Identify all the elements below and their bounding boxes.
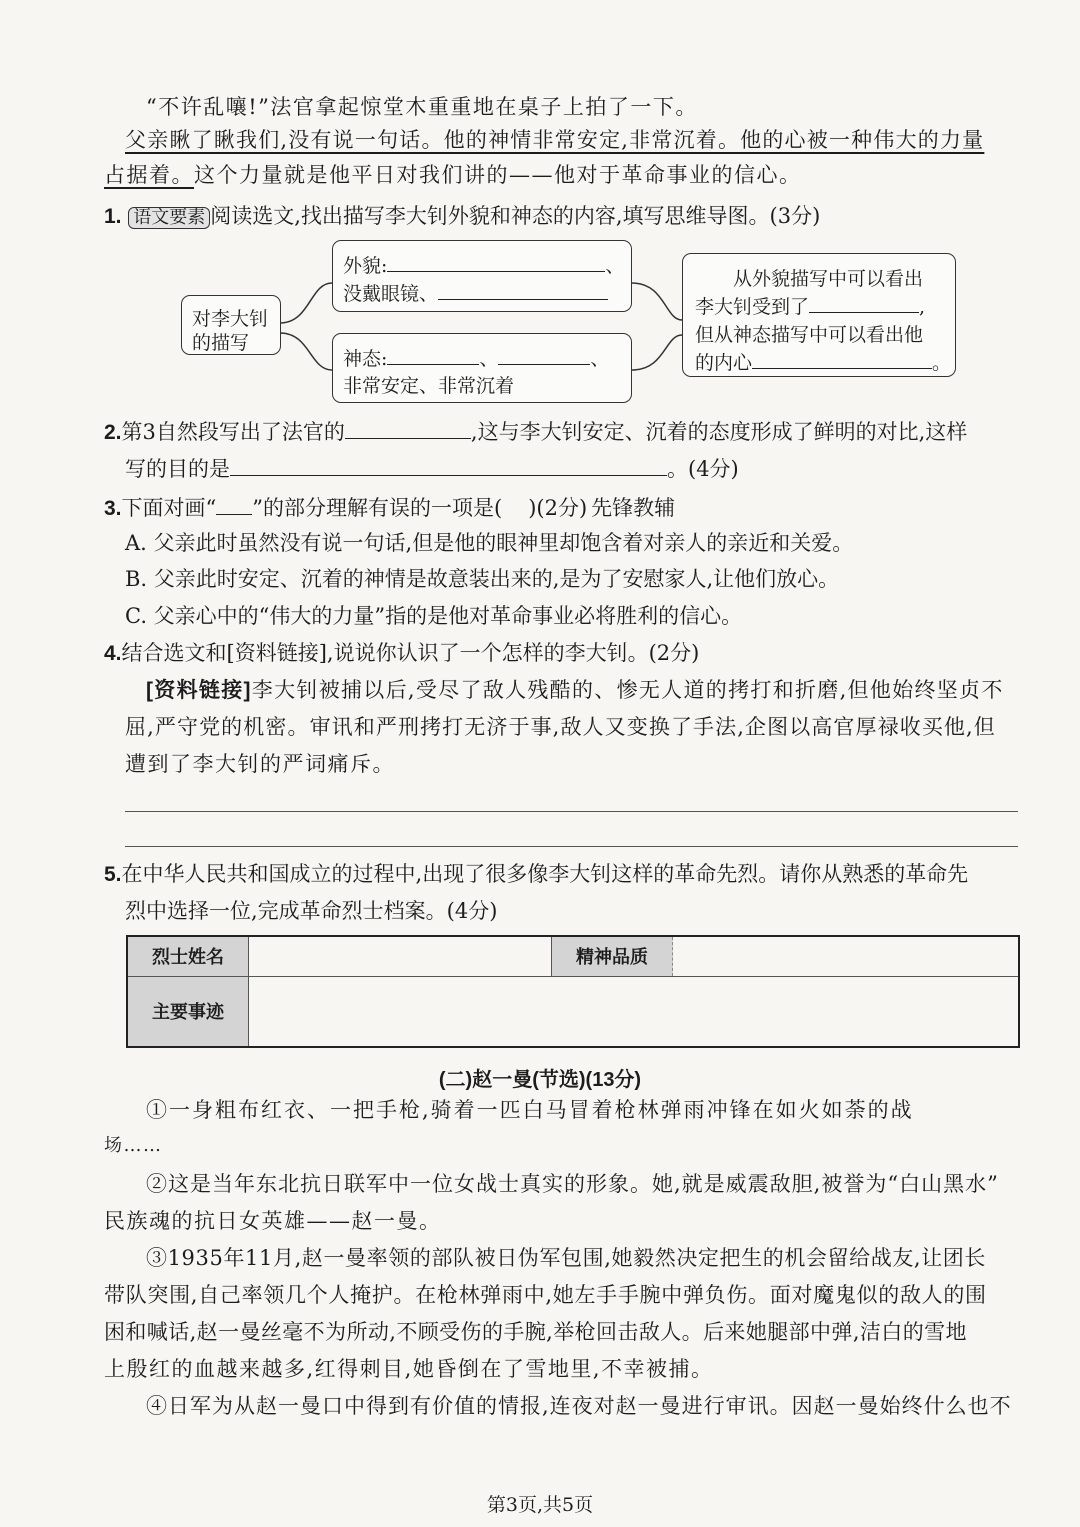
paragraph-3-line4: 上殷红的血越来越多,红得刺目,她昏倒在了雪地里,不幸被捕。 [104, 1357, 714, 1381]
q3-option-c: C. 父亲心中的“伟大的力量”指的是他对革命事业必将胜利的信心。 [125, 604, 743, 628]
spirit-cell[interactable] [673, 936, 1020, 976]
material-link-line3: 遭到了李大钊的严词痛斥。 [125, 752, 395, 776]
q2-blank-2[interactable] [230, 457, 667, 476]
underlined-sentence-end: 占据着。 [104, 163, 194, 187]
page-number: 第3页,共5页 [486, 1494, 594, 1516]
paragraph-2-line1: ②这是当年东北抗日联军中一位女战士真实的形象。她,就是威震敌胆,被誉为“白山黑水” [146, 1172, 999, 1196]
q3-option-b: B. 父亲此时安定、沉着的神情是故意装出来的,是为了安慰家人,让他们放心。 [125, 567, 840, 591]
paragraph-1-line2: 场…… [104, 1135, 163, 1156]
deeds-label: 主要事迹 [127, 976, 249, 1047]
publisher-note: 先锋教辅 [591, 496, 676, 520]
passage-one-line3: 占据着。这个力量就是他平日对我们讲的——他对于革命事业的信心。 [104, 163, 802, 187]
appearance-blank-1[interactable] [387, 253, 605, 272]
question-5: 5.在中华人民共和国成立的过程中,出现了很多像李大钊这样的革命先烈。请你从熟悉的革命先 [104, 862, 969, 886]
q3-option-a: A. 父亲此时虽然没有说一句话,但是他的眼神里却饱含着对亲人的亲近和关爱。 [125, 531, 854, 555]
conclusion-blank-1[interactable] [809, 294, 919, 313]
name-label: 烈士姓名 [127, 936, 249, 976]
paragraph-4-line1: ④日军为从赵一曼口中得到有价值的情报,连夜对赵一曼进行审讯。因赵一曼始终什么也不 [146, 1394, 1012, 1418]
question-5-line2: 烈中选择一位,完成革命烈士档案。(4分) [125, 899, 498, 923]
material-link-line1: [资料链接]李大钊被捕以后,受尽了敌人残酷的、惨无人道的拷打和折磨,但他始终坚贞不 [146, 678, 1004, 702]
material-link-line2: 屈,严守党的机密。审讯和严刑拷打无济于事,敌人又变换了手法,企图以高官厚禄收买他,但 [125, 715, 996, 739]
question-1: 1. 语文要素 阅读选文,找出描写李大钊外貌和神态的内容,填写思维导图。(3分) [104, 204, 821, 228]
expression-blank-2[interactable] [498, 346, 590, 365]
conclusion-blank-2[interactable] [752, 350, 932, 369]
appearance-blank-2[interactable] [438, 281, 608, 300]
paragraph-1-line1: ①一身粗布红衣、一把手枪,骑着一匹白马冒着枪林弹雨冲锋在如火如荼的战 [146, 1098, 914, 1122]
mind-map-center: 对李大钊 的描写 [181, 295, 281, 355]
paragraph-3-line3: 困和喊话,赵一曼丝毫不为所动,不顾受伤的手腕,举枪回击敌人。后来她腿部中弹,洁白的雪地 [104, 1320, 967, 1344]
answer-line-1[interactable] [125, 811, 1018, 812]
conclusion-box: 从外貌描写中可以看出 李大钊受到了 , 但从神态描写中可以看出他 的内心 。 [682, 253, 956, 377]
martyr-profile-table [126, 935, 1020, 1048]
underlined-sentence: 父亲瞅了瞅我们,没有说一句话。他的神情非常安定,非常沉着。他的心被一种伟大的力量 [125, 128, 985, 152]
question-tag: 语文要素 [128, 207, 210, 229]
spirit-label: 精神品质 [552, 936, 673, 976]
passage-one-line1: “不许乱嚷!”法官拿起惊堂木重重地在桌子上拍了一下。 [146, 95, 698, 119]
paragraph-3-line2: 带队突围,自己率领几个人掩护。在枪林弹雨中,她左手手腕中弹负伤。面对魔鬼似的敌人的围 [104, 1283, 987, 1307]
q2-blank-1[interactable] [345, 420, 471, 439]
name-cell[interactable] [249, 936, 552, 976]
passage-two-title: (二)赵一曼(节选)(13分) [438, 1069, 642, 1091]
question-3: 3.下面对画“ ”的部分理解有误的一项是( )(2分) 先锋教辅 [104, 496, 676, 520]
passage-one-line2 [125, 130, 984, 151]
expression-blank-1[interactable] [387, 346, 479, 365]
paragraph-2-line2: 民族魂的抗日女英雄——赵一曼。 [104, 1209, 442, 1233]
question-4: 4.结合选文和[资料链接],说说你认识了一个怎样的李大钊。(2分) [104, 641, 700, 665]
paragraph-3-line1: ③1935年11月,赵一曼率领的部队被日伪军包围,她毅然决定把生的机会留给战友,让团长 [146, 1246, 986, 1270]
answer-line-2[interactable] [125, 846, 1018, 847]
appearance-box: 外貌: 、 没戴眼镜、 [332, 240, 632, 312]
material-link-label: [资料链接] [146, 679, 252, 702]
deeds-cell[interactable] [249, 976, 1020, 1047]
question-2: 2.第3自然段写出了法官的 ,这与李大钊安定、沉着的态度形成了鲜明的对比,这样 [104, 420, 968, 444]
expression-box: 神态: 、 、 非常安定、非常沉着 [332, 333, 632, 403]
